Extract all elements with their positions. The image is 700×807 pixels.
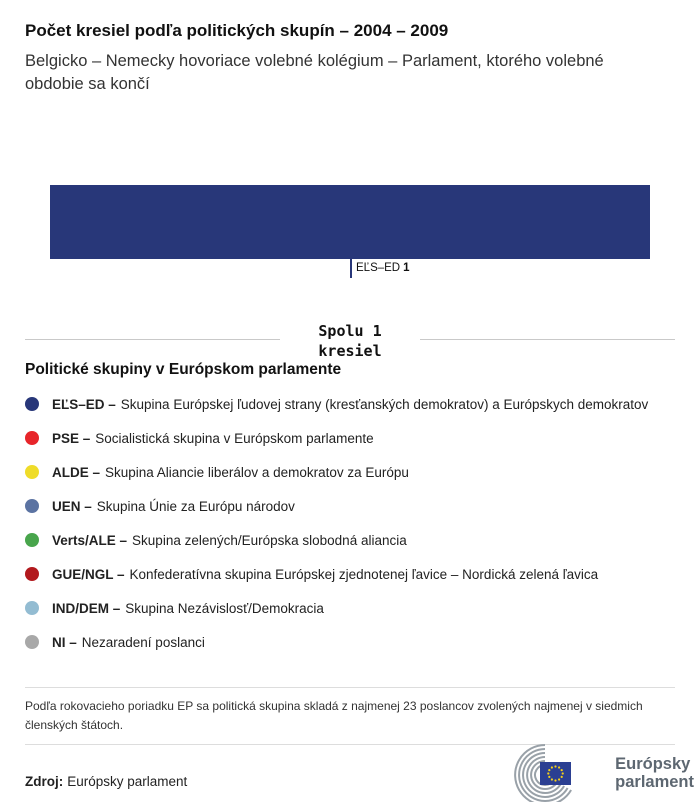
logo-line1: Európsky xyxy=(615,754,691,773)
legend-desc: Skupina Únie za Európu národov xyxy=(96,498,295,514)
page-title: Počet kresiel podľa politických skupín – 2004 – 2009 xyxy=(25,21,449,40)
total-right-divider xyxy=(420,339,675,340)
bar-label-value: 1 xyxy=(403,262,410,274)
seats-bar-chart xyxy=(50,185,650,274)
total-seats-label xyxy=(280,322,419,361)
legend xyxy=(25,394,685,666)
legend-desc: Konfederatívna skupina Európskej zjednotenej ľavice – Nordická zelená ľavica xyxy=(129,566,599,582)
els-ed-dot-icon xyxy=(25,397,39,411)
legend-desc: Skupina Európskej ľudovej strany (kresťanských demokratov) a Európskych demokratov xyxy=(120,396,649,412)
total-left-divider xyxy=(25,339,280,340)
legend-item-ni xyxy=(25,632,685,652)
legend-abbr: EĽS–ED – xyxy=(52,396,116,412)
source-value: Európsky parlament xyxy=(67,774,188,789)
gue-ngl-dot-icon xyxy=(25,567,39,581)
source-label: Zdroj: xyxy=(25,774,64,789)
pse-dot-icon xyxy=(25,431,39,445)
logo-wordmark xyxy=(615,755,694,792)
legend-item-alde xyxy=(25,462,685,482)
legend-abbr: ALDE – xyxy=(52,464,101,480)
alde-dot-icon xyxy=(25,465,39,479)
bar-els-ed xyxy=(50,185,650,259)
legend-desc: Skupina Nezávislosť/Demokracia xyxy=(125,600,324,616)
legend-abbr: PSE – xyxy=(52,430,91,446)
verts-ale-dot-icon xyxy=(25,533,39,547)
bar-label xyxy=(356,262,410,274)
legend-abbr: Verts/ALE – xyxy=(52,532,128,548)
logo-line2: parlament xyxy=(615,773,694,791)
footnote-text: Podľa rokovacieho poriadku EP sa politická skupina skladá z najmenej 23 poslancov zvolených najmenej v siedmich členských štátoch. xyxy=(25,699,643,732)
legend-desc: Skupina Aliancie liberálov a demokratov za Európu xyxy=(105,464,409,480)
total-line1: Spolu 1 xyxy=(318,322,382,340)
ind-dem-dot-icon xyxy=(25,601,39,615)
legend-item-gue-ngl xyxy=(25,564,685,584)
footnote-block xyxy=(25,687,675,745)
ep-hemicycle-icon xyxy=(503,744,609,802)
legend-desc: Nezaradení poslanci xyxy=(81,634,205,650)
legend-item-pse xyxy=(25,428,685,448)
bar-tick xyxy=(350,259,352,278)
total-line2: kresiel xyxy=(318,341,382,360)
legend-desc: Socialistická skupina v Európskom parlamente xyxy=(95,430,374,446)
legend-item-els-ed xyxy=(25,394,685,414)
legend-abbr: IND/DEM – xyxy=(52,600,121,616)
legend-item-ind-dem xyxy=(25,598,685,618)
ni-dot-icon xyxy=(25,635,39,649)
source-line xyxy=(25,774,187,789)
legend-item-verts-ale xyxy=(25,530,685,550)
bar-label-group: EĽS–ED xyxy=(356,262,401,274)
legend-desc: Skupina zelených/Európska slobodná aliancia xyxy=(132,532,407,548)
legend-abbr: NI – xyxy=(52,634,77,650)
legend-item-uen xyxy=(25,496,685,516)
legend-heading: Politické skupiny v Európskom parlamente xyxy=(25,361,342,378)
page-subtitle: Belgicko – Nemecky hovoriace volebné kolégium – Parlament, ktorého volebné obdobie sa končí xyxy=(25,52,604,93)
total-seats-row xyxy=(25,322,675,361)
european-parliament-logo xyxy=(503,744,694,802)
legend-abbr: GUE/NGL – xyxy=(52,566,125,582)
legend-abbr: UEN – xyxy=(52,498,92,514)
uen-dot-icon xyxy=(25,499,39,513)
